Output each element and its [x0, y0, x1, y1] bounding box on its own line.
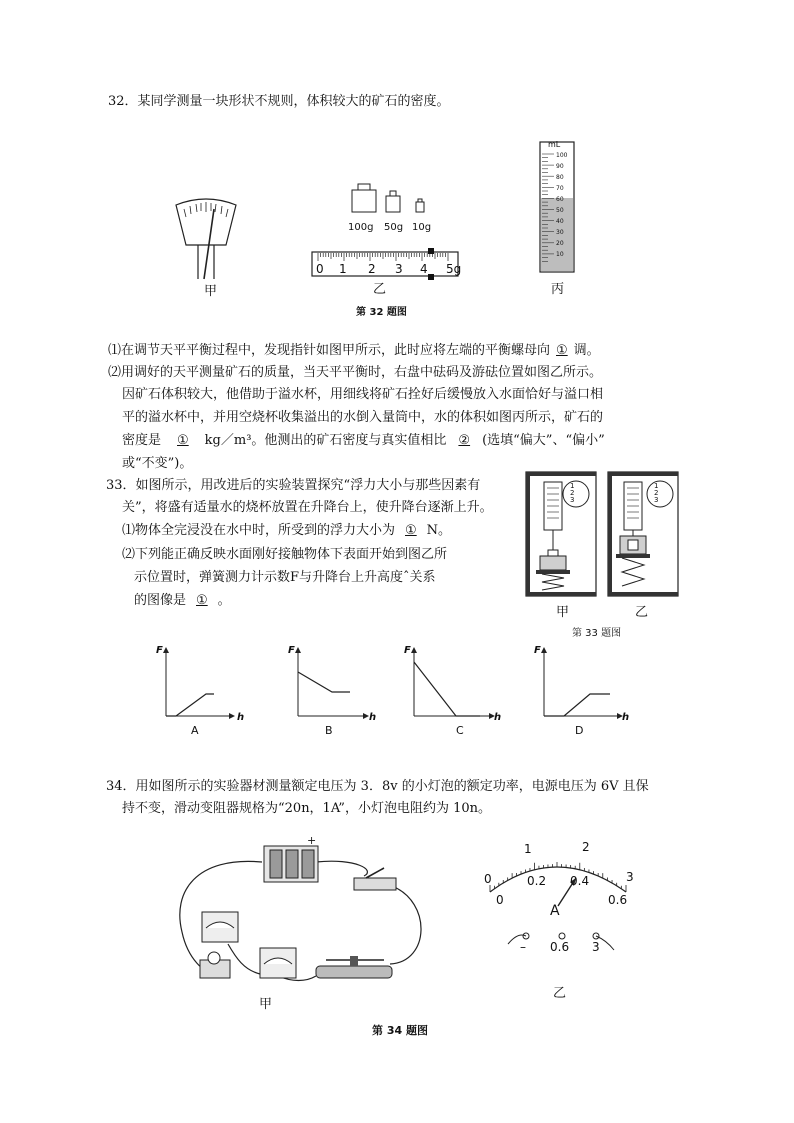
q33-p1-blank: ①: [405, 523, 417, 538]
graph-b-x: h: [369, 712, 377, 723]
fig33-caption: 第 33 题图: [572, 628, 622, 639]
ruler-label-5g: 5g: [446, 262, 462, 276]
q34-line2: 持不变，滑动变阻器规格为“20n，1A”，小灯泡电阻约为 10n。: [122, 801, 492, 816]
graph-d-y: F: [534, 645, 541, 656]
graph-d: [544, 648, 622, 716]
q33-part1: ⑴物体全完浸没在水中时，所受到的浮力大小为 ① N。: [122, 523, 452, 538]
dial-unit: A: [550, 903, 560, 919]
terminal-minus: –: [520, 940, 526, 954]
scale-labels-jia: [570, 483, 574, 504]
scale-label: 1: [654, 482, 659, 490]
fig34-jia-label: 甲: [259, 997, 273, 1012]
cyl-tick: 60: [556, 196, 564, 203]
cyl-tick: 90: [556, 163, 564, 170]
fig34-yi-label: 乙: [553, 986, 567, 1001]
q33-part2-line2: 示位置时，弹簧测力计示数F与升降台上升高度ˆ关系: [134, 570, 436, 585]
dial-outer-0: 0: [484, 872, 492, 886]
graph-b-label: B: [325, 724, 333, 737]
graph-d-x: h: [622, 712, 630, 723]
weight-100g-label: 100g: [348, 222, 374, 233]
battery-plus-sign: +: [307, 834, 317, 847]
ruler-label-3: 3: [395, 262, 403, 276]
fig32-caption: 第 32 题图: [356, 307, 407, 318]
graph-c: [414, 648, 494, 716]
terminal-0.6: 0.6: [550, 940, 570, 954]
cyl-tick: 80: [556, 174, 564, 181]
graph-a-y: F: [156, 645, 163, 656]
terminal-3: 3: [592, 940, 600, 954]
graph-b-y: F: [288, 645, 295, 656]
q32-part2-line5: 或“不变”)。: [122, 456, 193, 471]
graph-b: [298, 648, 368, 716]
q32-part2-line2: 因矿石体积较大，他借助于溢水杯，用细线将矿石拴好后缓慢放入水面恰好与溢口相: [122, 387, 604, 402]
q33-line1: 33．如图所示，用改进后的实验装置探究“浮力大小与那些因素有: [106, 478, 481, 493]
ruler-label-2: 2: [368, 262, 376, 276]
q33-p2-blank: ①: [196, 593, 208, 608]
balance-pointer-figure: [170, 195, 242, 295]
ruler-label-1: 1: [339, 262, 347, 276]
scale-label: 3: [654, 496, 659, 504]
cyl-tick: 40: [556, 218, 564, 225]
cyl-tick: 100: [556, 152, 568, 159]
q32-stem: 32．某同学测量一块形状不规则，体积较大的矿石的密度。: [108, 94, 450, 109]
fig32-jia-label: 甲: [204, 284, 218, 299]
q32-part2-line3: 平的溢水杯中，并用空烧杯收集溢出的水倒入量筒中，水的体积如图丙所示，矿石的: [122, 410, 604, 425]
q32-part2-line1: ⑵用调好的天平测量矿石的质量，当天平平衡时，右盘中砝码及游砝位置如图乙所示。: [108, 365, 603, 380]
q33-part2-line3: 的图像是 ① 。: [134, 593, 231, 608]
cyl-tick: 50: [556, 207, 564, 214]
fig32-yi-label: 乙: [373, 282, 387, 297]
graph-c-label: C: [456, 724, 464, 737]
scale-label: 2: [570, 489, 575, 497]
spring-scale-apparatus-figure: [522, 470, 688, 604]
dial-outer-1: 1: [524, 842, 532, 856]
fig33-jia-label: 甲: [556, 605, 570, 620]
f-h-graphs: [150, 642, 630, 740]
dial-outer-2: 2: [582, 840, 590, 854]
q32-p1-blank: ①: [556, 343, 568, 358]
graph-a: [166, 648, 234, 716]
dial-inner-0: 0: [496, 893, 504, 907]
dial-inner-0.2: 0.2: [527, 874, 547, 888]
q32-p2-blank1: ①: [177, 433, 189, 448]
scale-labels-yi: [654, 483, 658, 504]
graph-d-label: D: [575, 724, 584, 737]
cyl-tick: 10: [556, 251, 564, 258]
scale-label: 1: [570, 482, 575, 490]
cyl-tick: 20: [556, 240, 564, 247]
q32-part1: ⑴在调节天平平衡过程中，发现指针如图甲所示，此时应将左端的平衡螺母向 ① 调。: [108, 343, 600, 358]
scale-label: 2: [654, 489, 659, 497]
circuit-apparatus-figure: [166, 832, 436, 992]
graph-c-x: h: [494, 712, 502, 723]
cyl-tick: 70: [556, 185, 564, 192]
ruler-label-0: 0: [316, 262, 324, 276]
q32-p2-blank2: ②: [458, 433, 471, 448]
cyl-tick: 30: [556, 229, 564, 236]
dial-inner-0.6: 0.6: [608, 893, 628, 907]
fig34-caption: 第 34 题图: [372, 1024, 428, 1037]
q32-part2-line4: 密度是 ① kg／m³。他测出的矿石密度与真实值相比 ② (选填“偏大”、“偏小”: [122, 433, 605, 448]
graph-c-y: F: [404, 645, 411, 656]
dial-outer-3: 3: [626, 870, 634, 884]
fig32-bing-label: 丙: [551, 282, 565, 297]
scale-label: 3: [570, 496, 575, 504]
ruler-label-4: 4: [420, 262, 428, 276]
cylinder-tick-labels: [556, 150, 567, 260]
cylinder-unit: mL: [548, 140, 561, 149]
q33-part2-line1: ⑵下列能正确反映水面刚好接触物体下表面开始到图乙所: [122, 547, 448, 562]
dial-inner-0.4: 0.4: [570, 874, 590, 888]
fig33-yi-label: 乙: [635, 605, 649, 620]
q33-line2: 关”，将盛有适量水的烧杯放置在升降台上，使升降台逐渐上升。: [122, 500, 493, 515]
q34-line1: 34．用如图所示的实验器材测量额定电压为 3．8v 的小灯泡的额定功率，电源电压为 6V 且保: [106, 779, 649, 794]
graph-a-label: A: [191, 724, 199, 737]
graph-a-x: h: [237, 712, 245, 723]
weight-10g-label: 10g: [412, 222, 432, 233]
weight-50g-label: 50g: [384, 222, 404, 233]
